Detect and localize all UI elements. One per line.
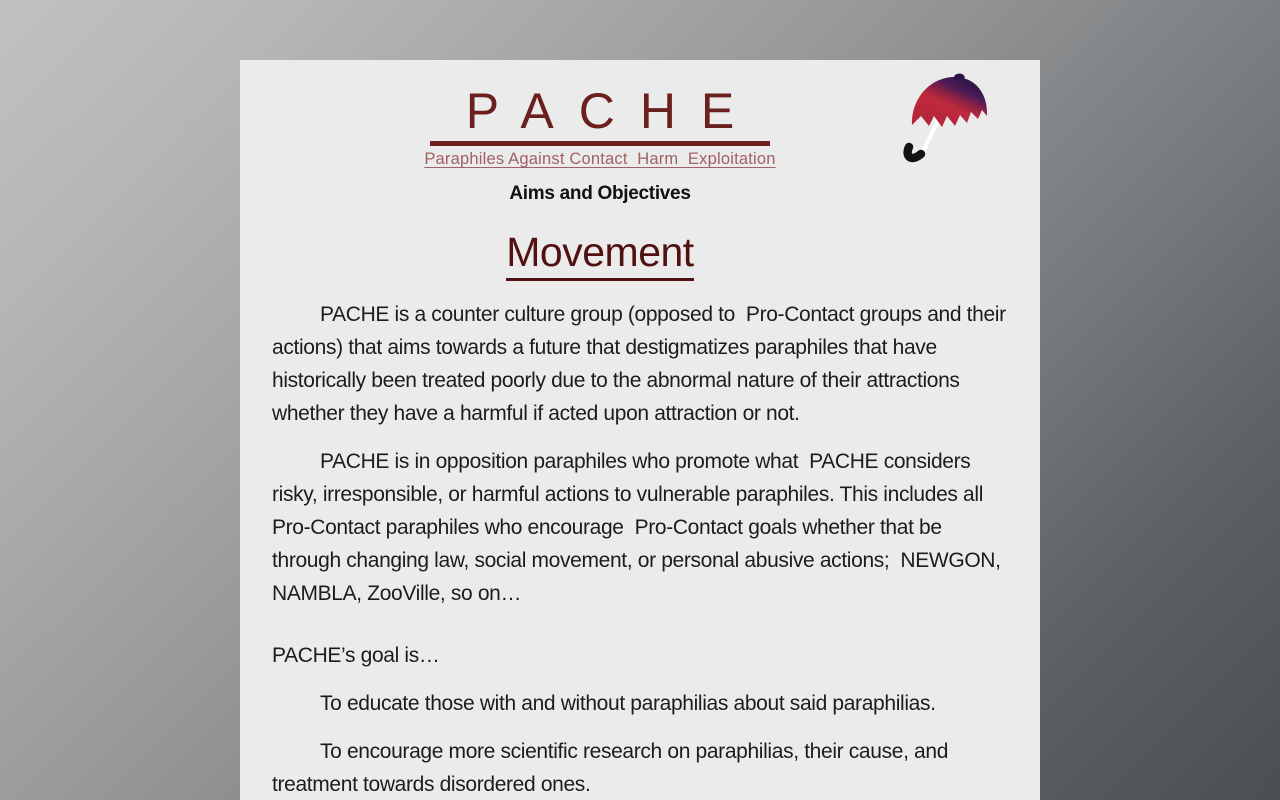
section-heading — [240, 227, 1000, 281]
brand-subtitle: Paraphiles Against Contact Harm Exploitation — [424, 150, 776, 168]
paragraph-goal-research: To encourage more scientific research on paraphilias, their cause, and treatment towards disordered ones. — [272, 740, 954, 796]
brand-block — [240, 82, 1040, 207]
document-body — [240, 298, 1040, 800]
paragraph-goal-lead: PACHE’s goal is… — [272, 644, 440, 667]
page-title: PACHE — [465, 83, 760, 139]
document-page-content — [240, 60, 1040, 800]
paragraph-counter-culture: PACHE is a counter culture group (opposed to Pro-Contact groups and their actions) that aims towards a future that destigmatizes paraphiles that have historically been treated poorly due to the abnormal nature of their attractions whether they have a harmful if acted upon attraction or not. — [272, 303, 1012, 425]
paragraph-goal-educate: To educate those with and without paraphilias about said paraphilias. — [320, 692, 936, 715]
title-underline-rule — [430, 141, 770, 146]
paragraph-spacer — [272, 626, 1008, 639]
document-subtitle: Aims and Objectives — [509, 183, 691, 204]
document-header — [240, 60, 1040, 207]
paragraph-opposition: PACHE is in opposition paraphiles who promote what PACHE considers risky, irresponsible, or harmful actions to vulnerable paraphiles. This includes all Pro-Contact paraphiles who encourage Pro-Contact goals whether that be through changing law, social movement, or personal abusive actions; NEWGON, NAMBLA, ZooVille, so on… — [272, 450, 1012, 605]
section-heading-text: Movement — [506, 227, 693, 281]
document-page — [240, 60, 1040, 800]
